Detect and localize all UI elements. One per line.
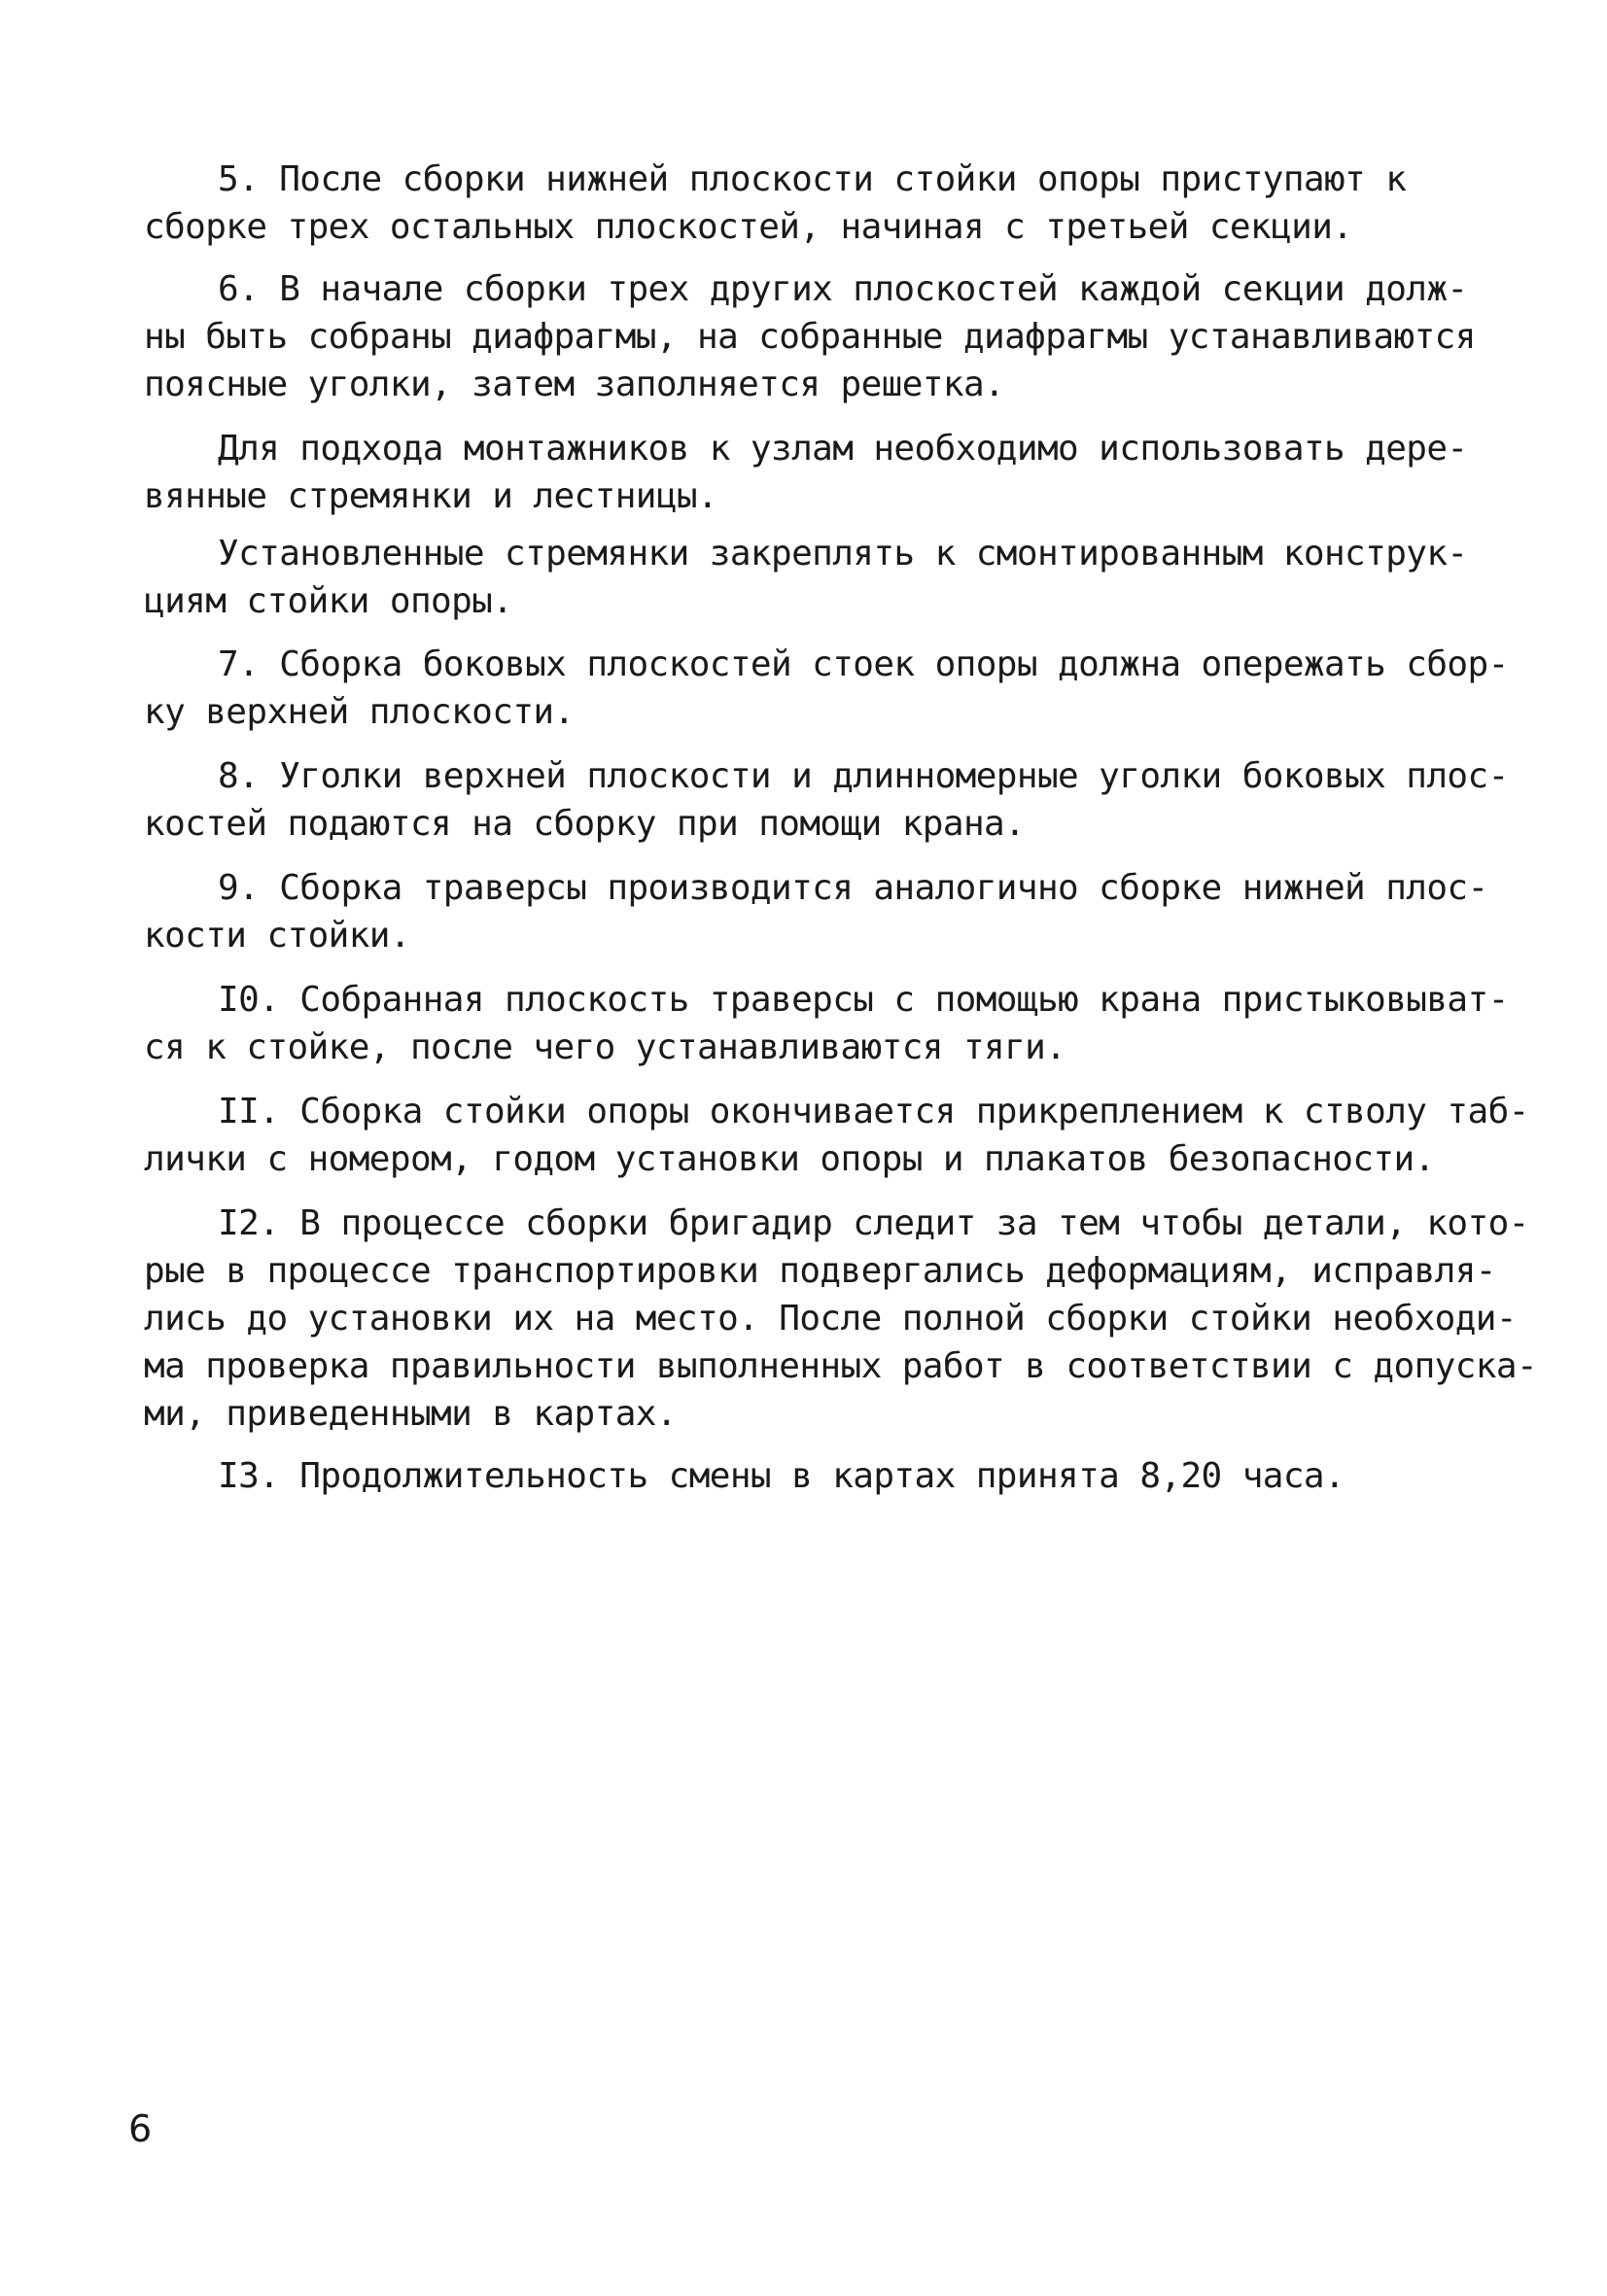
document-body <box>144 156 1538 1514</box>
paragraph-line: костей подаются на сборку при помощи крана. <box>144 804 1026 844</box>
paragraph-line: поясные уголки, затем заполняется решетка. <box>144 365 1005 404</box>
page-number: 6 <box>128 2107 153 2150</box>
paragraph-ladders <box>144 530 1466 625</box>
paragraph-7 <box>144 641 1509 736</box>
paragraph-line: 7. Сборка боковых плоскостей стоек опоры должна опережать сбор- <box>218 644 1509 684</box>
paragraph-line: сборке трех остальных плоскостей, начиная с третьей секции. <box>144 207 1353 247</box>
paragraph-line: Для подхода монтажников к узлам необходимо использовать дере- <box>218 429 1468 469</box>
paragraph-line: I2. В процессе сборки бригадир следит за тем чтобы детали, кото- <box>218 1203 1529 1243</box>
paragraph-line: циям стойки опоры. <box>144 581 513 621</box>
paragraph-9 <box>144 864 1488 959</box>
paragraph-line: лись до установки их на место. После полной сборки стойки необходи- <box>144 1299 1517 1339</box>
paragraph-line: II. Сборка стойки опоры окончивается прикреплением к стволу таб- <box>218 1092 1529 1131</box>
paragraph-13 <box>144 1452 1466 1500</box>
paragraph-line: Установленные стремянки закреплять к смонтированным конструк- <box>218 534 1468 574</box>
paragraph-line: 8. Уголки верхней плоскости и длинномерные уголки боковых плос- <box>218 756 1509 796</box>
paragraph-line: кости стойки. <box>144 916 410 956</box>
paragraph-12 <box>144 1200 1538 1438</box>
paragraph-line: 6. В начале сборки трех других плоскостей каждой секции долж- <box>218 269 1468 309</box>
paragraph-line: I3. Продолжительность смены в картах принята 8,20 часа. <box>218 1456 1345 1496</box>
paragraph-line: ми, приведенными в картах. <box>144 1394 677 1434</box>
paragraph-line: 9. Сборка траверсы производится аналогично сборке нижней плос- <box>218 868 1488 908</box>
paragraph-access <box>144 425 1466 520</box>
paragraph-line: рые в процессе транспортировки подвергались деформациям, исправля- <box>144 1251 1496 1291</box>
paragraph-line: лички с номером, годом установки опоры и плакатов безопасности. <box>144 1139 1435 1179</box>
paragraph-line: ку верхней плоскости. <box>144 692 575 732</box>
paragraph-5 <box>144 156 1466 251</box>
paragraph-line: I0. Собранная плоскость траверсы с помощью крана пристыковыват- <box>218 980 1509 1020</box>
paragraph-6 <box>144 265 1476 408</box>
paragraph-10 <box>144 976 1509 1071</box>
paragraph-line: ся к стойке, после чего устанавливаются тяги. <box>144 1027 1066 1067</box>
paragraph-line: вянные стремянки и лестницы. <box>144 476 718 516</box>
paragraph-11 <box>144 1088 1529 1183</box>
paragraph-line: ны быть собраны диафрагмы, на собранные диафрагмы устанавливаются <box>144 317 1476 357</box>
paragraph-line: 5. После сборки нижней плоскости стойки опоры приступают к <box>218 159 1407 199</box>
paragraph-8 <box>144 752 1509 848</box>
paragraph-line: ма проверка правильности выполненных работ в соответствии с допуска- <box>144 1346 1538 1386</box>
